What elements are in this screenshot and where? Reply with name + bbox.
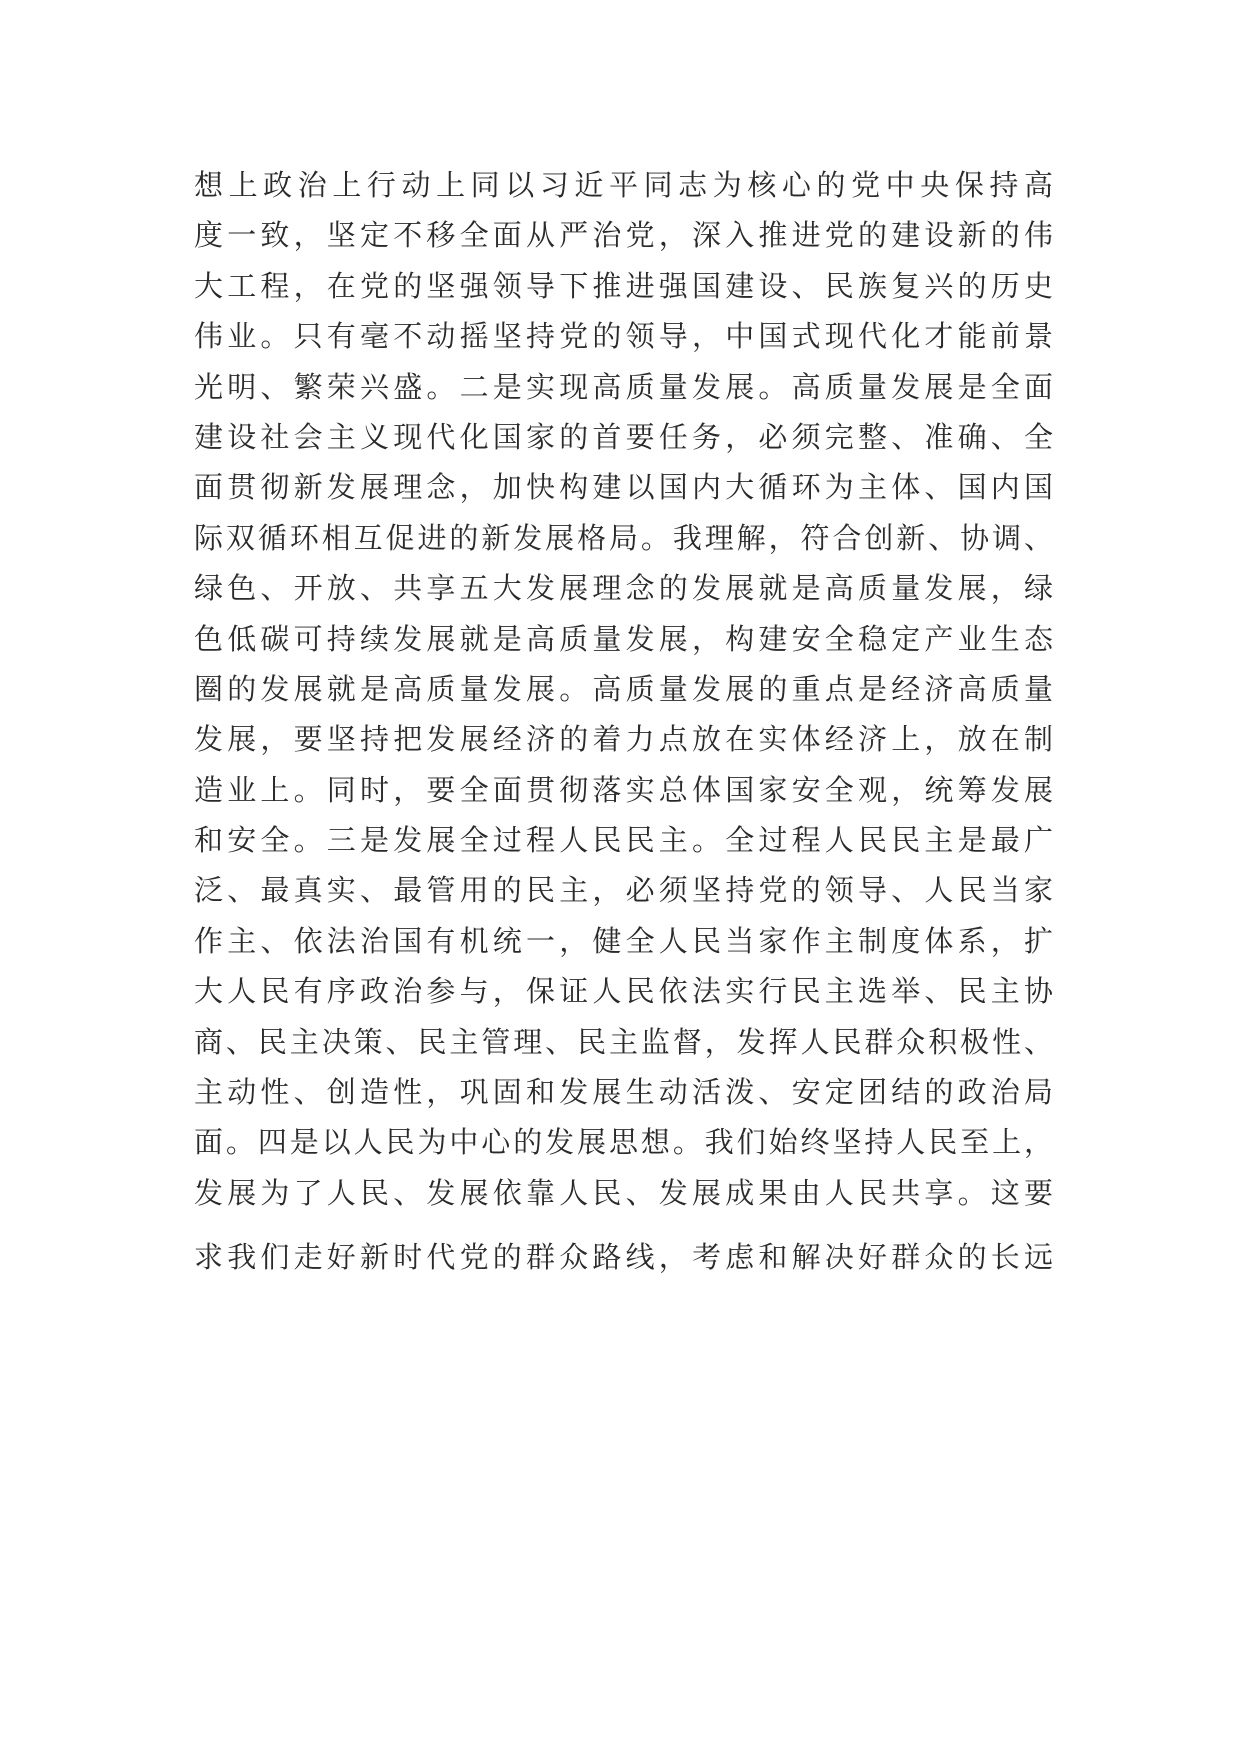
text-line: 发展为了人民、发展依靠人民、发展成果由人民共享。这要 (194, 1175, 1054, 1210)
text-line: 际双循环相互促进的新发展格局。我理解，符合创新、协调、 (194, 520, 1054, 555)
text-line: 求我们走好新时代党的群众路线，考虑和解决好群众的长远 (194, 1240, 1054, 1275)
text-line: 和安全。三是发展全过程人民民主。全过程人民民主是最广 (194, 823, 1054, 858)
text-line: 造业上。同时，要全面贯彻落实总体国家安全观，统筹发展 (194, 772, 1054, 807)
text-line: 大工程，在党的坚强领导下推进强国建设、民族复兴的历史 (194, 268, 1054, 303)
text-line: 伟业。只有毫不动摇坚持党的领导，中国式现代化才能前景 (194, 319, 1054, 354)
text-line: 度一致，坚定不移全面从严治党，深入推进党的建设新的伟 (194, 218, 1054, 253)
text-line: 圈的发展就是高质量发展。高质量发展的重点是经济高质量 (194, 671, 1054, 706)
text-line: 色低碳可持续发展就是高质量发展，构建安全稳定产业生态 (194, 621, 1054, 656)
text-line: 面。四是以人民为中心的发展思想。我们始终坚持人民至上， (194, 1125, 1054, 1160)
text-line: 大人民有序政治参与，保证人民依法实行民主选举、民主协 (194, 974, 1054, 1009)
text-line: 作主、依法治国有机统一，健全人民当家作主制度体系，扩 (194, 923, 1054, 958)
text-line: 绿色、开放、共享五大发展理念的发展就是高质量发展，绿 (194, 571, 1054, 606)
text-line: 想上政治上行动上同以习近平同志为核心的党中央保持高 (194, 168, 1054, 202)
text-line: 泛、最真实、最管用的民主，必须坚持党的领导、人民当家 (194, 873, 1054, 908)
text-line: 建设社会主义现代化国家的首要任务，必须完整、准确、全 (194, 419, 1054, 454)
text-line: 发展，要坚持把发展经济的着力点放在实体经济上，放在制 (194, 722, 1054, 757)
text-line: 面贯彻新发展理念，加快构建以国内大循环为主体、国内国 (194, 470, 1054, 505)
text-line: 主动性、创造性，巩固和发展生动活泼、安定团结的政治局 (194, 1075, 1054, 1110)
text-line: 光明、繁荣兴盛。二是实现高质量发展。高质量发展是全面 (194, 369, 1054, 404)
body-text (194, 160, 1054, 1283)
text-line: 商、民主决策、民主管理、民主监督，发挥人民群众积极性、 (194, 1024, 1054, 1059)
